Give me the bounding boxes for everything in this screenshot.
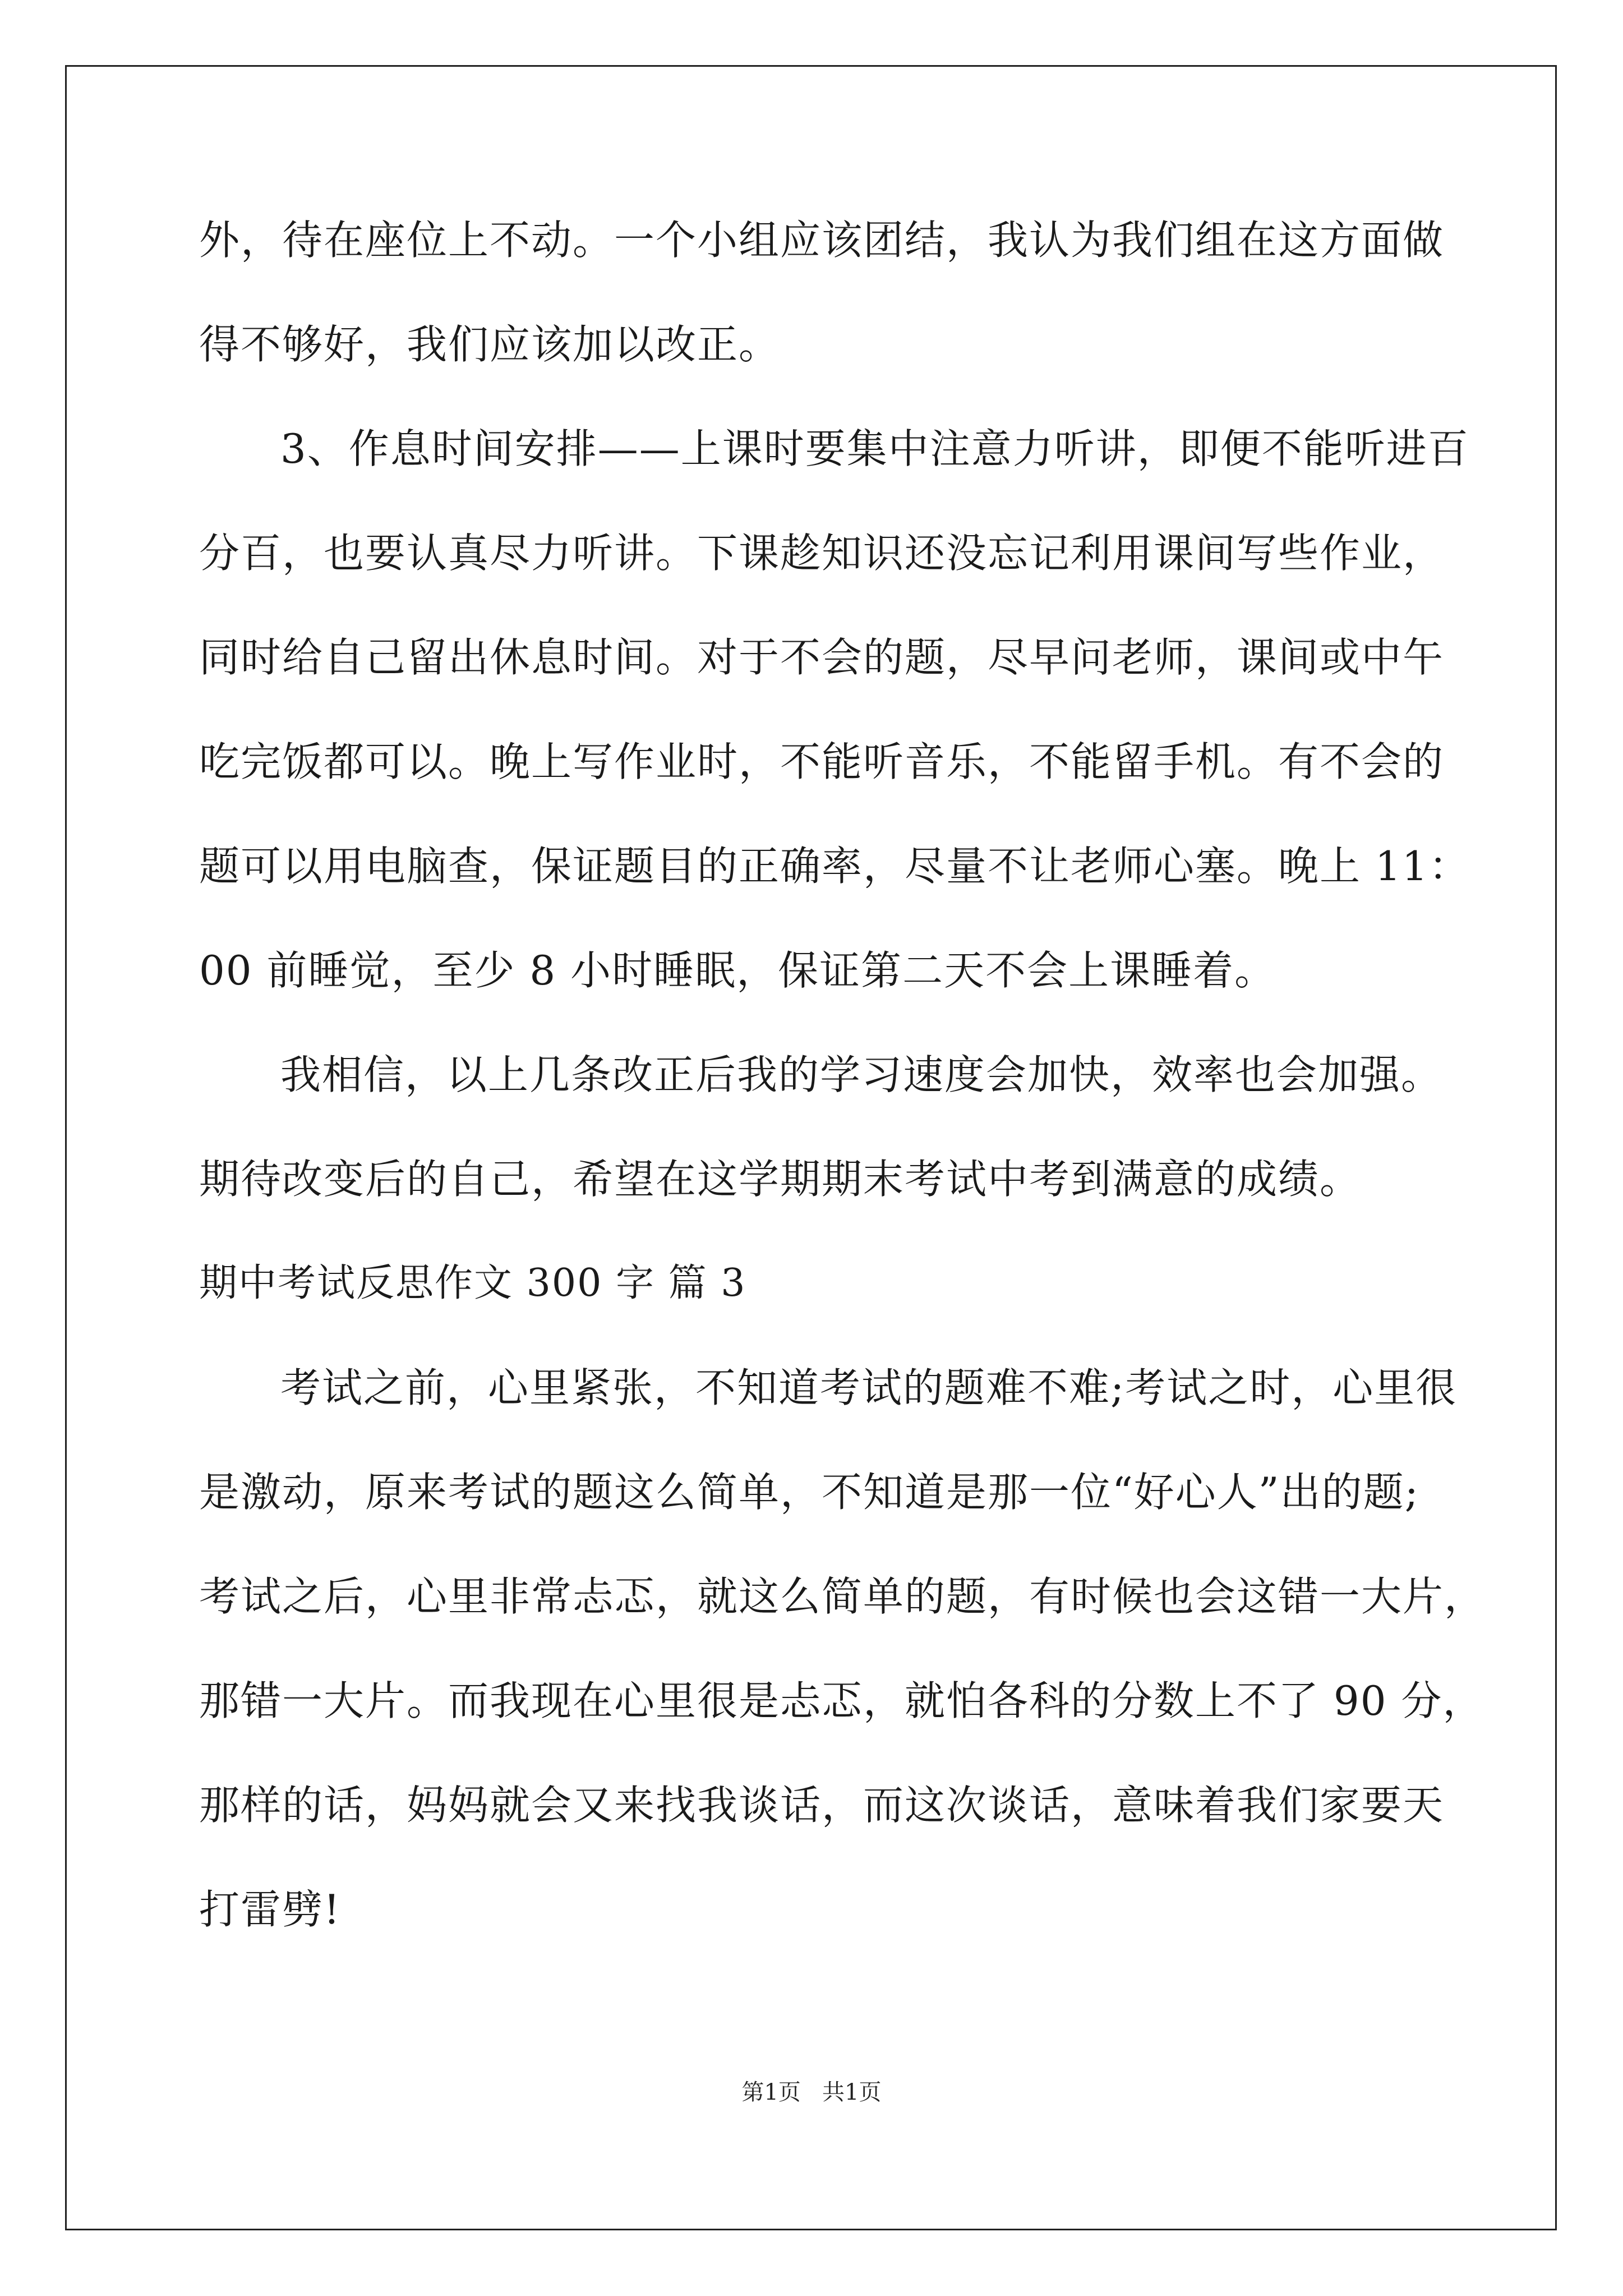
text-line: 得不够好，我们应该加以改正。 [199,321,781,368]
text-line: 外，待在座位上不动。一个小组应该团结，我认为我们组在这方面做 [199,217,1445,264]
text-line: 我相信，以上几条改正后我的学习速度会加快，效率也会加强。 [280,1051,1443,1098]
text-line: 是激动，原来考试的题这么简单，不知道是那一位“好心人”出的题; [199,1469,1419,1516]
text-line: 考试之后，心里非常忐忑，就这么简单的题，有时候也会这错一大片， [199,1573,1486,1620]
text-line: 分百，也要认真尽力听讲。下课趁知识还没忘记利用课间写些作业， [199,530,1445,577]
text-line: 期待改变后的自己，希望在这学期期末考试中考到满意的成绩。 [199,1156,1362,1203]
text-line: 题可以用电脑查，保证题目的正确率，尽量不让老师心塞。晚上 11： [199,843,1470,890]
text-line: 同时给自己留出休息时间。对于不会的题，尽早问老师，课间或中午 [199,634,1445,681]
document-body [199,213,1486,1936]
text-line: 3、作息时间安排——上课时要集中注意力听讲，即便不能听进百 [280,425,1469,472]
text-line: 打雷劈! [199,1886,341,1933]
text-line: 吃完饭都可以。晚上写作业时，不能听音乐，不能留手机。有不会的 [199,738,1445,785]
text-line: 那错一大片。而我现在心里很是忐忑，就怕各科的分数上不了 90 分， [199,1677,1484,1724]
text-line: 00 前睡觉，至少 8 小时睡眠，保证第二天不会上课睡着。 [199,947,1276,994]
text-line: 考试之前，心里紧张，不知道考试的题难不难;考试之时，心里很 [280,1364,1458,1411]
text-line: 那样的话，妈妈就会又来找我谈话，而这次谈话，意味着我们家要天 [199,1782,1445,1829]
section-heading: 期中考试反思作文 300 字 篇 3 [199,1261,746,1305]
page-footer: 第1页 共1页 [741,2079,882,2105]
